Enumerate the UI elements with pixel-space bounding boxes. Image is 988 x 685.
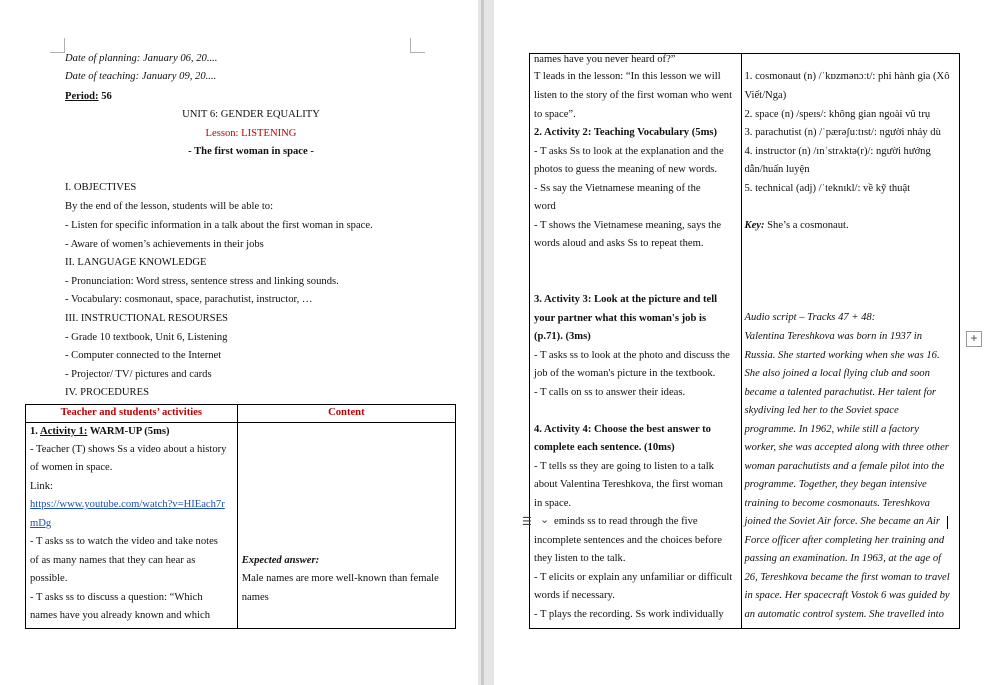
- language-item: - Pronunciation: Word stress, sentence stress and linking sounds.: [65, 276, 339, 287]
- activity-line: names have you never heard of?”: [534, 54, 676, 65]
- period-line: [65, 90, 112, 104]
- activity-line: listen to the story of the first woman who went: [534, 90, 733, 101]
- activities-cell: [26, 423, 238, 629]
- margin-crop-mark: [410, 38, 425, 53]
- expected-answer-line: Male names are more well-known than female: [241, 573, 439, 584]
- resource-item: - Projector/ TV/ pictures and cards: [65, 369, 212, 380]
- activity-line: - T shows the Vietnamese meaning, says the: [534, 220, 722, 231]
- objective-item: - Listen for specific information in a talk about the first woman in space.: [65, 220, 373, 231]
- procedures-heading: IV. PROCEDURES: [65, 387, 149, 398]
- key-value: She’s a cosmonaut.: [764, 220, 849, 231]
- activity-line: to space”.: [534, 109, 576, 120]
- procedures-table-continued: [529, 53, 960, 629]
- activity-line: - T asks Ss to look at the explanation and the: [534, 146, 724, 157]
- date-of-planning: Date of planning: January 06, 20....: [65, 53, 218, 64]
- activity-4-heading: complete each sentence. (10ms): [534, 442, 675, 453]
- activity-line: - T asks ss to watch the video and take notes: [30, 536, 218, 547]
- vocab-line: 5. technical (adj) /ˈteknɪkl/: về kỹ thuật: [744, 183, 911, 194]
- audio-line: Valentina Tereshkova was born in 1937 in: [744, 331, 923, 342]
- audio-line: skydiving led her to the Soviet space: [744, 405, 899, 416]
- audio-line: She also joined a local flying club and soon: [744, 368, 930, 379]
- language-item: - Vocabulary: cosmonaut, space, parachutist, instructor, …: [65, 294, 313, 305]
- audio-line: an automatic control system. She travelled into: [744, 609, 944, 620]
- activity-line: words if necessary.: [534, 590, 615, 601]
- activity-line: - T elicits or explain any unfamiliar or difficult: [534, 572, 733, 583]
- table-header-cell: [26, 405, 238, 423]
- document-page-1: [0, 0, 478, 685]
- activity-line: - T tells ss they are going to listen to a talk: [534, 461, 714, 472]
- margin-crop-mark: [50, 38, 65, 53]
- language-heading: II. LANGUAGE KNOWLEDGE: [65, 257, 207, 268]
- content-cell: [741, 54, 960, 629]
- resources-heading: III. INSTRUCTIONAL RESOURSES: [65, 313, 228, 324]
- objectives-heading: I. OBJECTIVES: [65, 182, 137, 193]
- activity-line: Link:: [30, 481, 53, 492]
- audio-line: became a talented parachutist. Her talent for: [744, 387, 937, 398]
- activity-line: names have you already known and which: [30, 610, 211, 621]
- audio-script-heading: Audio script – Tracks 47 + 48:: [744, 312, 876, 323]
- activity-line: T leads in the lesson: “In this lesson we will: [534, 71, 721, 82]
- col-content-header: Content: [328, 407, 365, 418]
- activity-line: incomplete sentences and the choices before: [534, 535, 722, 546]
- table-header-cell: [237, 405, 455, 423]
- activity-3-heading: (p.71). (3ms): [534, 331, 591, 342]
- video-link[interactable]: https://www.youtube.com/watch?v=HIEach7r: [30, 499, 225, 510]
- activity-line: word: [534, 201, 556, 212]
- vocab-line: dẫn/huấn luyện: [744, 164, 810, 175]
- add-row-icon[interactable]: +: [966, 331, 982, 347]
- unit-title: UNIT 6: GENDER EQUALITY: [182, 109, 320, 120]
- key-line: [745, 219, 849, 233]
- activity-number: 1.: [30, 426, 41, 437]
- activity-line: about Valentina Tereshkova, the first woman: [534, 479, 723, 490]
- vocab-line: 4. instructor (n) /ɪnˈstrʌktə(r)/: người hướng: [744, 146, 931, 157]
- activity-3-heading: 3. Activity 3: Look at the picture and tell: [534, 294, 718, 305]
- activity-1-heading: [30, 425, 170, 439]
- activity-line: - Ss say the Vietnamese meaning of the: [534, 183, 701, 194]
- audio-line: woman parachutists and a female pilot into the: [744, 461, 945, 472]
- activity-line: - T plays the recording. Ss work individually: [534, 609, 724, 620]
- vocab-line: 2. space (n) /speɪs/: không gian ngoài vũ trụ: [744, 109, 931, 120]
- audio-line: programme. Together, they began intensive: [744, 479, 927, 490]
- activity-line: of women in space.: [30, 462, 113, 473]
- text-cursor: [947, 516, 949, 529]
- activity-line: words aloud and asks Ss to repeat them.: [534, 238, 704, 249]
- period-value: 56: [98, 91, 112, 102]
- audio-line: Force officer after completing her training and: [744, 535, 945, 546]
- audio-line: 26, Tereshkova became the first woman to travel: [744, 572, 950, 583]
- video-link-cont[interactable]: mDg: [30, 518, 52, 529]
- vocab-line: 3. parachutist (n) /ˈpærəʃuːtɪst/: người nhảy dù: [744, 127, 941, 138]
- objectives-intro: By the end of the lesson, students will be able to:: [65, 201, 274, 212]
- activity-2-heading: 2. Activity 2: Teaching Vocabulary (5ms): [534, 127, 718, 138]
- vocab-line: Viết/Nga): [744, 90, 787, 101]
- audio-line: training to become cosmonauts. Tereshkova: [744, 498, 930, 509]
- activity-label: Activity 1:: [40, 426, 88, 437]
- activity-line: - T calls on ss to answer their ideas.: [534, 387, 686, 398]
- audio-line: worker, she was accepted along with three other: [744, 442, 949, 453]
- col-activities-header: Teacher and students’ activities: [60, 407, 203, 418]
- resource-item: - Computer connected to the Internet: [65, 350, 222, 361]
- procedures-table: [25, 404, 456, 629]
- lesson-title: Lesson: LISTENING: [205, 128, 297, 139]
- lesson-subtitle: - The first woman in space -: [188, 146, 314, 157]
- chevron-down-icon[interactable]: ⌄: [540, 514, 550, 526]
- activity-line: eminds ss to read through the five: [554, 516, 698, 527]
- period-label: Period:: [65, 91, 99, 102]
- comment-icon[interactable]: ☰: [522, 516, 532, 528]
- audio-line: Russia. She started working when she was 16.: [744, 350, 940, 361]
- activity-line: - T asks ss to discuss a question: “Which: [30, 592, 203, 603]
- activity-line: they listen to the talk.: [534, 553, 626, 564]
- audio-line: passing an examination. In 1963, at the age of: [744, 553, 942, 564]
- activity-line: photos to guess the meaning of new words.: [534, 164, 718, 175]
- vocab-line: 1. cosmonaut (n) /ˈkɒzmənɔːt/: phi hành gia (Xô: [744, 71, 950, 82]
- audio-line: in space. Her spacecraft Vostok 6 was guided by: [744, 590, 950, 601]
- activity-title: WARM-UP (5ms): [87, 426, 170, 437]
- expected-answer-label: Expected answer:: [241, 555, 320, 566]
- key-label: Key:: [744, 220, 765, 231]
- expected-answer-line: names: [241, 592, 269, 603]
- audio-line: joined the Soviet Air force. She became an Air: [744, 516, 940, 527]
- date-of-teaching: Date of teaching: January 09, 20....: [65, 71, 217, 82]
- activity-line: possible.: [30, 573, 68, 584]
- activity-line: job of the woman's picture in the textbook.: [534, 368, 716, 379]
- activity-line: - Teacher (T) shows Ss a video about a history: [30, 444, 227, 455]
- resource-item: - Grade 10 textbook, Unit 6, Listening: [65, 332, 228, 343]
- activity-line: - T asks ss to look at the photo and discuss the: [534, 350, 730, 361]
- activity-4-heading: 4. Activity 4: Choose the best answer to: [534, 424, 711, 435]
- content-cell: [237, 423, 455, 629]
- audio-line: programme. In 1962, while still a factory: [744, 424, 919, 435]
- activities-cell: [530, 54, 742, 629]
- objective-item: - Aware of women’s achievements in their jobs: [65, 239, 264, 250]
- document-page-2: [494, 0, 988, 685]
- activity-3-heading: your partner what this woman's job is: [534, 313, 707, 324]
- activity-line: in space.: [534, 498, 572, 509]
- activity-line: of as many names that they can hear as: [30, 555, 196, 566]
- page-separator: [481, 0, 484, 685]
